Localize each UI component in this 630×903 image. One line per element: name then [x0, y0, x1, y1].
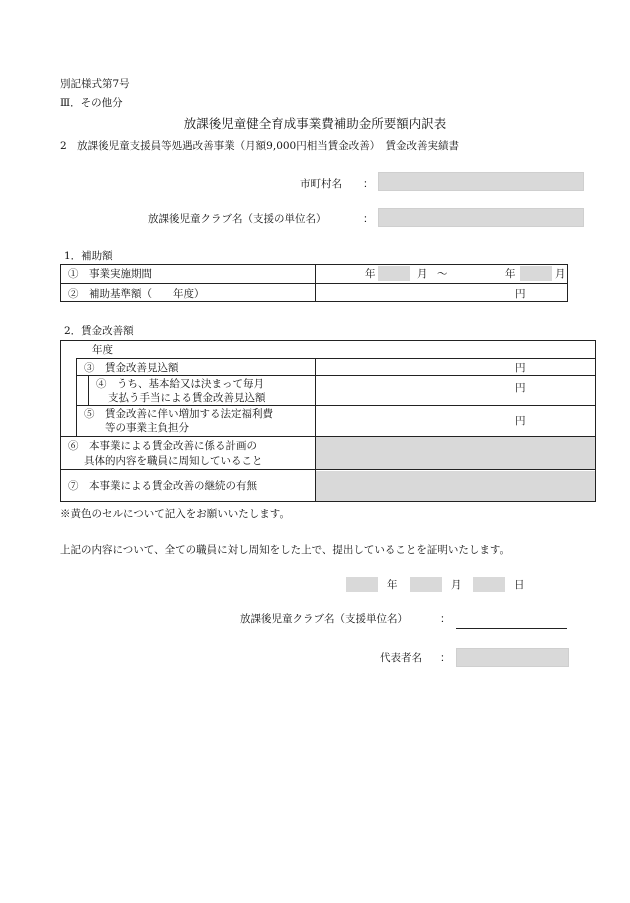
- table-divider: [88, 375, 89, 405]
- row2-yen: 円: [515, 288, 526, 300]
- table-divider: [76, 375, 596, 376]
- municipality-label: 市町村名: [300, 178, 342, 190]
- period-end-year: 年: [505, 268, 516, 280]
- club-unit-colon: ：: [440, 613, 451, 625]
- municipality-colon: ：: [363, 178, 374, 190]
- certification-statement: 上記の内容について、全ての職員に対し周知をした上で、提出していることを証明いたします。: [60, 544, 511, 556]
- representative-label: 代表者名: [380, 652, 422, 664]
- row6-label-line1: ⑥ 本事業による賃金改善に係る計画の: [68, 440, 257, 452]
- representative-colon: ：: [440, 652, 451, 664]
- table-divider: [76, 358, 77, 436]
- row4-label-line1: ④ うち、基本給又は決まって毎月: [96, 378, 264, 390]
- footer-year-label: 年: [387, 579, 398, 591]
- table-divider: [60, 283, 568, 284]
- section-label: Ⅲ．その他分: [60, 97, 123, 109]
- club-name-colon: ：: [363, 213, 374, 225]
- table-divider: [76, 405, 596, 406]
- row3-yen: 円: [515, 362, 526, 374]
- period-start-month-field[interactable]: [378, 266, 410, 281]
- table-divider: [60, 469, 596, 470]
- club-name-label: 放課後児童クラブ名（支援の単位名）: [148, 213, 327, 225]
- row4-label-line2: 支払う手当による賃金改善見込額: [108, 392, 266, 404]
- table-divider: [76, 358, 596, 359]
- row4-yen: 円: [515, 382, 526, 394]
- row2-label: ② 補助基準額（ 年度）: [68, 288, 205, 300]
- page-title: 放課後児童健全育成事業費補助金所要額内訳表: [183, 116, 447, 131]
- row6-value-cell: [316, 437, 595, 469]
- row5-label-line1: ⑤ 賃金改善に伴い増加する法定福利費: [84, 408, 273, 420]
- footer-month-label: 月: [451, 579, 462, 591]
- period-tilde: ～: [437, 268, 448, 280]
- footer-year-field[interactable]: [346, 577, 378, 592]
- row6-label-line2: 具体的内容を職員に周知していること: [84, 455, 263, 467]
- row1-label: ① 事業実施期間: [68, 268, 152, 280]
- section1-heading: 1．補助額: [64, 250, 113, 262]
- footer-day-label: 日: [514, 579, 525, 591]
- row5-yen: 円: [515, 415, 526, 427]
- period-start-month: 月: [417, 268, 428, 280]
- row5-label-line2: 等の事業主負担分: [105, 422, 189, 434]
- section2-heading: 2．賃金改善額: [64, 325, 134, 337]
- row3-label: ③ 賃金改善見込額: [84, 362, 179, 374]
- footer-month-field[interactable]: [410, 577, 442, 592]
- period-start-year: 年: [365, 268, 376, 280]
- row7-label: ⑦ 本事業による賃金改善の継続の有無: [68, 480, 257, 492]
- table-divider: [315, 264, 316, 302]
- club-name-field[interactable]: [378, 208, 584, 227]
- club-unit-field[interactable]: [456, 612, 567, 629]
- municipality-field[interactable]: [378, 172, 584, 191]
- page-subtitle: 2 放課後児童支援員等処遇改善事業（月額9,000円相当賃金改善） 賃金改善実績書: [60, 140, 459, 152]
- row7-value-cell: [316, 471, 595, 501]
- representative-field[interactable]: [456, 648, 569, 667]
- period-end-month-field[interactable]: [520, 266, 552, 281]
- yellow-cell-note: ※黄色のセルについて記入をお願いいたします。: [60, 508, 290, 520]
- period-end-month: 月: [555, 268, 566, 280]
- form-number: 別記様式第7号: [60, 78, 130, 90]
- club-unit-label: 放課後児童クラブ名（支援単位名）: [240, 613, 408, 625]
- footer-day-field[interactable]: [473, 577, 505, 592]
- fiscal-year-label: 年度: [92, 344, 113, 356]
